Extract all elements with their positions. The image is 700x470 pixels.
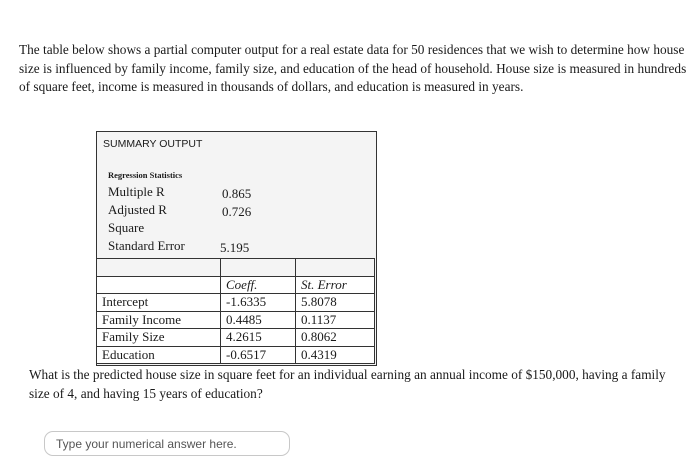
header-cell: Coeff. bbox=[221, 276, 296, 294]
stat-label: Multiple R bbox=[108, 184, 165, 199]
cell: -1.6335 bbox=[221, 294, 296, 312]
stat-label: Adjusted R bbox=[108, 202, 167, 217]
problem-intro: The table below shows a partial computer output for a real estate data for 50 residences that we wish to determine how house size is influenced by family income, family size, and education of the head of household. House size is measured in hundreds of square feet, income is measured in thousands of dollars, and education is measured in years. bbox=[19, 42, 687, 94]
cell: 4.2615 bbox=[221, 329, 296, 347]
summary-output bbox=[96, 131, 377, 366]
cell: 0.4319 bbox=[296, 346, 375, 364]
cell: Family Income bbox=[97, 311, 221, 329]
table-row bbox=[97, 329, 375, 347]
cell: 0.1137 bbox=[296, 311, 375, 329]
table-row bbox=[97, 294, 375, 312]
table-row bbox=[97, 311, 375, 329]
header-cell bbox=[97, 276, 221, 294]
stat-value: 0.865 bbox=[222, 186, 252, 201]
table-row bbox=[97, 346, 375, 364]
table-row bbox=[97, 259, 375, 277]
stat-label: Square bbox=[108, 220, 145, 235]
stat-value: 0.726 bbox=[222, 204, 252, 219]
stat-value: 5.195 bbox=[220, 240, 250, 255]
coefficients-table bbox=[96, 258, 375, 364]
question-text: What is the predicted house size in square feet for an individual earning an annual income of $150,000, having a family size of 4, and having 15 years of education? bbox=[29, 367, 666, 401]
cell: Intercept bbox=[97, 294, 221, 312]
cell: Education bbox=[97, 346, 221, 364]
cell: Family Size bbox=[97, 329, 221, 347]
header-cell: St. Error bbox=[296, 276, 375, 294]
cell: 0.4485 bbox=[221, 311, 296, 329]
answer-input[interactable]: Type your numerical answer here. bbox=[44, 431, 290, 456]
cell: 5.8078 bbox=[296, 294, 375, 312]
summary-title: SUMMARY OUTPUT bbox=[103, 138, 203, 150]
stat-label: Standard Error bbox=[108, 238, 185, 253]
cell: -0.6517 bbox=[221, 346, 296, 364]
regression-stats-title: Regression Statistics bbox=[108, 170, 183, 180]
cell: 0.8062 bbox=[296, 329, 375, 347]
table-header-row bbox=[97, 276, 375, 294]
